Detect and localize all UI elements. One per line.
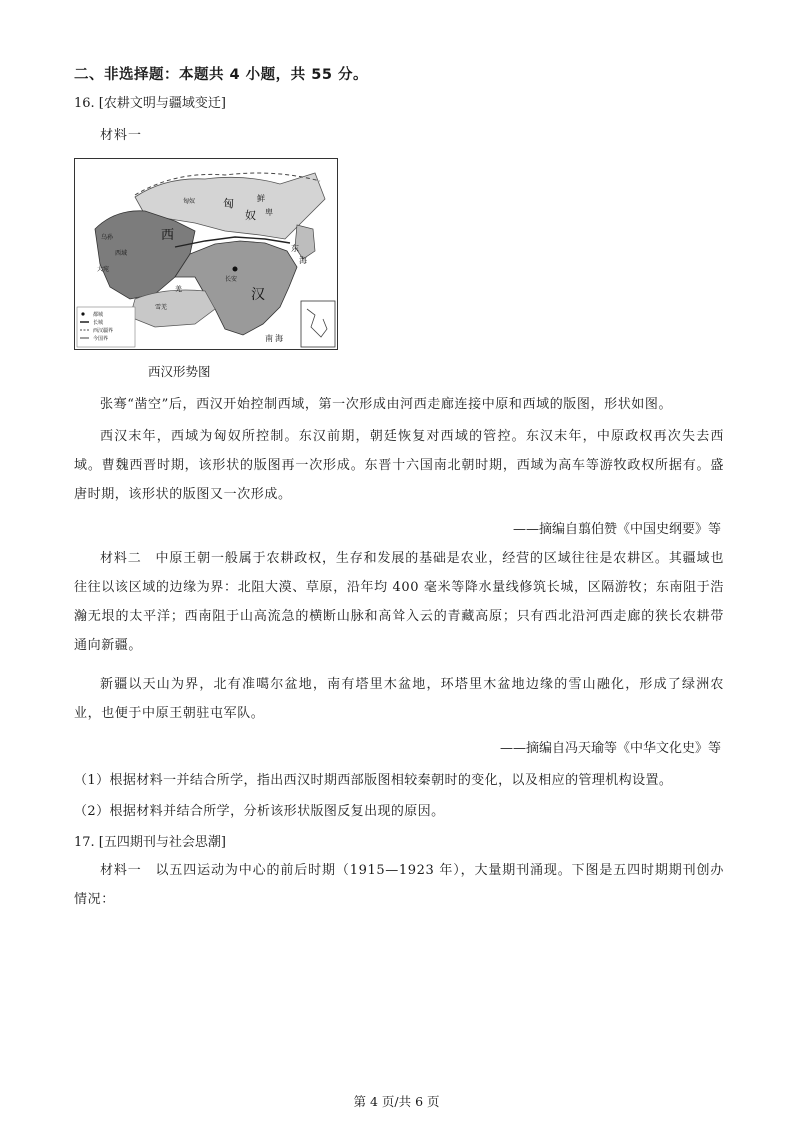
western-han-map xyxy=(74,158,338,350)
legend-label-modern: 今国界 xyxy=(93,336,109,342)
q17-heading: 17. [五四期刊与社会思潮] xyxy=(74,835,226,850)
map-label-xiyu: 西域 xyxy=(115,250,128,257)
q16-heading: 16. [农耕文明与疆域变迁] xyxy=(74,96,226,111)
map-label-qiang: 羌 xyxy=(175,285,182,293)
map-changan-marker xyxy=(233,267,238,272)
map-label-hai1: 海 xyxy=(299,256,307,265)
map-label-hai2: 海 xyxy=(275,334,283,343)
map-label-dong: 东 xyxy=(291,244,299,253)
legend-label-border: 西汉疆界 xyxy=(93,328,114,334)
map-label-changan: 长安 xyxy=(225,276,238,283)
map-label-xian: 鲜 xyxy=(257,194,265,203)
map-label-xueqiang: 雪羌 xyxy=(155,304,168,311)
material2-paragraph-2: 新疆以天山为界，北有准噶尔盆地，南有塔里木盆地，环塔里木盆地边缘的雪山融化，形成了绿洲农业，也便于中原王朝驻屯军队。 xyxy=(74,677,724,721)
legend-label-wall: 长城 xyxy=(93,320,104,326)
map-caption: 西汉形势图 xyxy=(148,364,211,379)
material1-paragraph-1: 张骞“凿空”后，西汉开始控制西域，第一次形成由河西走廊连接中原和西域的版图，形状如图。 xyxy=(100,397,673,412)
page-footer: 第 4 页/共 6 页 xyxy=(353,1094,440,1109)
legend-label-capital: 都城 xyxy=(93,312,104,318)
material1-source: ——摘编自翦伯赞《中国史纲要》等 xyxy=(512,522,721,537)
map-label-xi: 西 xyxy=(161,228,175,243)
q16-material1-label: 材料一 xyxy=(100,128,143,143)
map-label-han: 汉 xyxy=(251,287,265,303)
map-label-bei: 卑 xyxy=(265,208,273,217)
material2-source: ——摘编自冯天瑜等《中华文化史》等 xyxy=(499,741,721,756)
map-label-dawan: 大宛 xyxy=(97,266,110,273)
map-label-xiongnu-small: 匈奴 xyxy=(183,198,196,205)
map-label-nu: 奴 xyxy=(245,209,256,222)
map-label-nan: 南 xyxy=(265,334,273,343)
material2-paragraph-1: 材料二 中原王朝一般属于农耕政权，生存和发展的基础是农业，经营的区域往往是农耕区。其疆域也往往以该区域的边缘为界：北阻大漠、草原，沿年均 400 毫米等降水量线修筑长城，区隔游牧；东南阻于浩瀚无垠的太平洋；西南阻于山高流急的横断山脉和高耸入云的青藏高原；只有西北沿河西走廊的狭长农耕带通向新疆。 xyxy=(74,551,724,653)
q16-subquestion-2: （2）根据材料并结合所学，分析该形状版图反复出现的原因。 xyxy=(74,804,445,819)
map-inset-box xyxy=(301,301,335,347)
q17-material1-paragraph: 材料一 以五四运动为中心的前后时期（1915—1923 年），大量期刊涌现。下图是五四时期期刊创办情况： xyxy=(74,863,724,907)
map-graphic xyxy=(75,159,337,349)
map-label-xiong: 匈 xyxy=(223,197,234,210)
material1-paragraph-2: 西汉末年，西域为匈奴所控制。东汉前期，朝廷恢复对西域的管控。东汉末年，中原政权再次失去西域。曹魏西晋时期，该形状的版图再一次形成。东晋十六国南北朝时期，西域为高车等游牧政权所据有。盛唐时期，该形状的版图又一次形成。 xyxy=(74,429,724,502)
legend-capital-symbol xyxy=(81,312,84,315)
map-label-wusun: 乌孙 xyxy=(101,234,114,241)
q16-subquestion-1: （1）根据材料一并结合所学，指出西汉时期西部版图相较秦朝时的变化，以及相应的管理机构设置。 xyxy=(74,773,673,788)
section-title: 二、非选择题：本题共 4 小题，共 55 分。 xyxy=(74,67,368,83)
